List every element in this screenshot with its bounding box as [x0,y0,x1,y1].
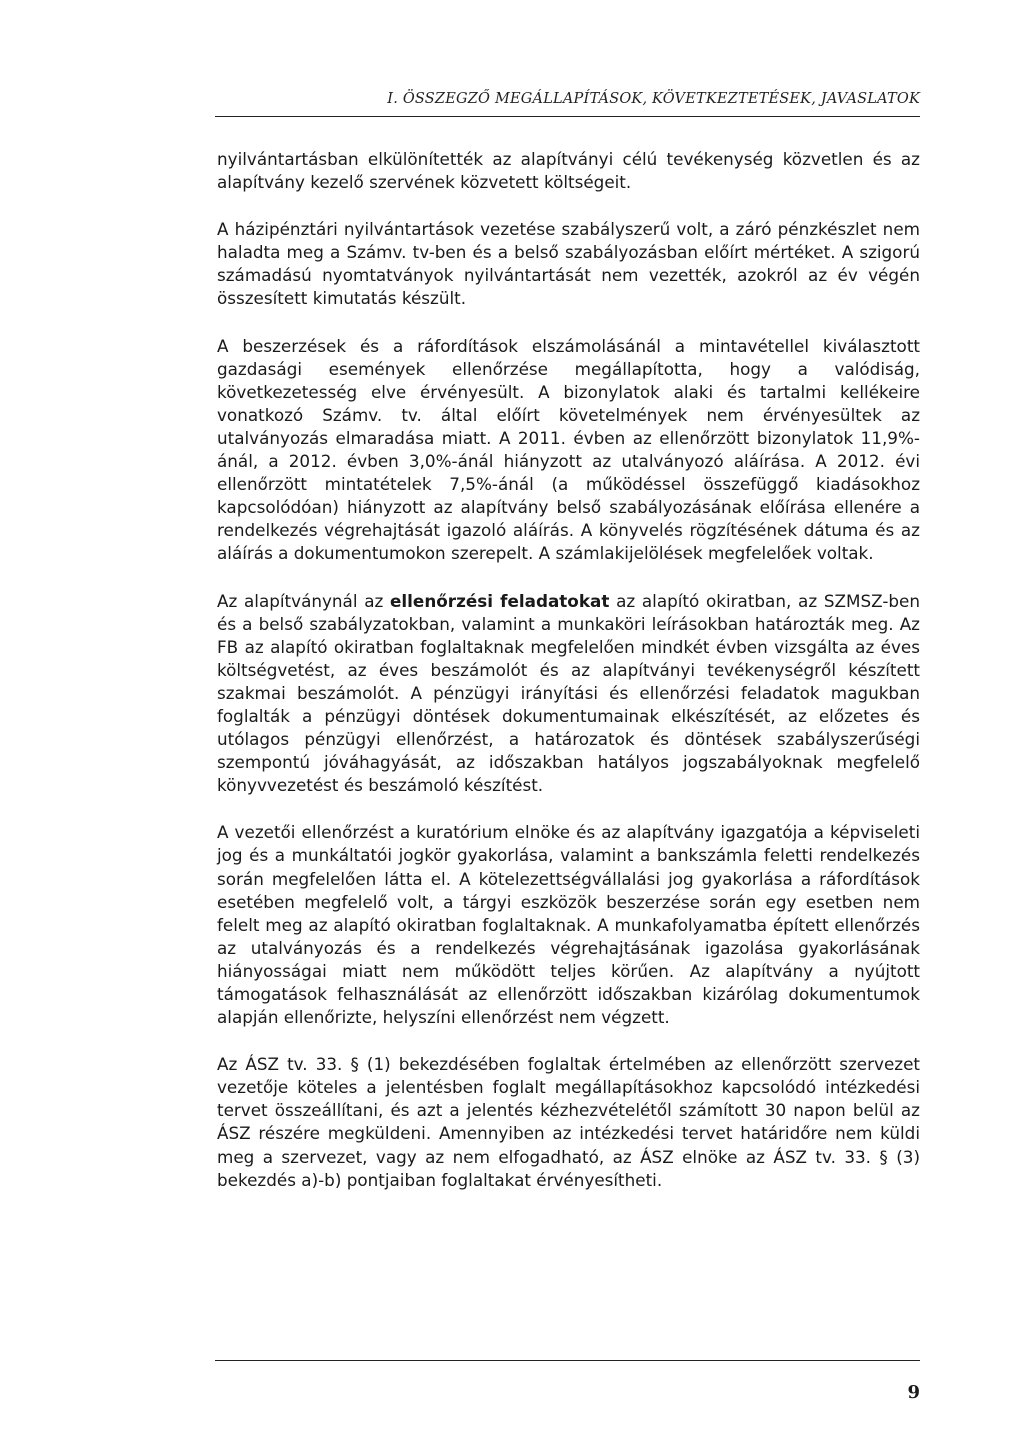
paragraph-4-rest: az alapító okiratban, az SZMSZ-ben és a belső szabályzatokban, valamint a munkaköri leírásokban határozták meg. Az FB az alapító okiratban foglaltaknak megfelelően mindkét évben vizsgálta az éves költségvetést, az éves beszámolót és az alapítványi tevékenységről készített szakmai beszámolót. A pénzügyi irányítási és ellenőrzési feladatok magukban foglalták a pénzügyi döntések dokumentumainak elkészítését, az előzetes és utólagos pénzügyi ellenőrzést, a határozatok és döntések szabályszerűségi szempontú jóváhagyását, az időszakban hatályos jogszabályoknak megfelelő könyvvezetést és beszámoló készítést. [217,590,920,796]
paragraph-6: Az ÁSZ tv. 33. § (1) bekezdésében foglaltak értelmében az ellenőrzött szervezet vezetője köteles a jelentésben foglalt megállapításokhoz kapcsolódó intézkedési tervet összeállítani, és azt a jelentés kézhezvételétől számított 30 napon belül az ÁSZ részére megküldeni. Amennyiben az intézkedési tervet határidőre nem küldi meg a szervezet, vagy az nem elfogadható, az ÁSZ elnöke az ÁSZ tv. 33. § (3) bekezdés a)-b) pontjaiban foglaltakat érvényesítheti. [217,1054,920,1190]
page-number: 9 [907,1382,920,1403]
paragraph-2: A házipénztári nyilvántartások vezetése szabályszerű volt, a záró pénzkészlet nem haladta meg a Számv. tv-ben és a belső szabályozásban előírt mértéket. A szigorú számadású nyomtatványok nyilvántartását nem vezették, azokról az év végén összesített kimutatás készült. [217,219,920,309]
paragraph-4 [217,590,920,798]
page-header [215,86,920,117]
paragraph-3: A beszerzések és a ráfordítások elszámolásánál a mintavétellel kiválasztott gazdasági események ellenőrzése megállapította, hogy a valódiság, következetesség elve érvényesült. A bizonylatok alaki és tartalmi kellékeire vonatkozó Számv. tv. által előírt követelmények nem érvényesültek az utalványozás elmaradása miatt. A 2011. évben az ellenőrzött bizonylatok 11,9%-ánál, a 2012. évben 3,0%-ánál hiányzott az utalványozó aláírása. A 2012. évi ellenőrzött mintatételek 7,5%-ánál (a működéssel összefüggő kiadásokhoz kapcsolódóan) hiányzott az alapítvány belső szabályozásának előírása ellenére a rendelkezés végrehajtását igazoló aláírás. A könyvelés rögzítésének dátuma és az aláírás a dokumentumokon szerepelt. A számlakijelölések megfelelőek voltak. [217,335,920,564]
running-title: I. ÖSSZEGZŐ MEGÁLLAPÍTÁSOK, KÖVETKEZTETÉSEK, JAVASLATOK [387,91,920,107]
paragraph-4-lead: Az alapítványnál az [217,590,391,611]
footer-divider [215,1360,920,1361]
paragraph-4-emphasis: ellenőrzési feladatokat [390,590,610,611]
body-text [217,148,920,1216]
paragraph-5: A vezetői ellenőrzést a kuratórium elnöke és az alapítvány igazgatója a képviseleti jog és a munkáltatói jogkör gyakorlása, valamint a bankszámla feletti rendelkezés során megfelelően látta el. A kötelezettségvállalási jog gyakorlása a ráfordítások esetében megfelelő volt, a tárgyi eszközök beszerzése során egy esetben nem felelt meg az alapító okiratban foglaltaknak. A munkafolyamatba épített ellenőrzés az utalványozás és a rendelkezés végrehajtásának igazolása gyakorlásának hiányosságai miatt nem működött teljes körűen. Az alapítvány a nyújtott támogatások felhasználását az ellenőrzött időszakban kizárólag dokumentumok alapján ellenőrizte, helyszíni ellenőrzést nem végzett. [217,822,920,1028]
paragraph-1: nyilvántartásban elkülönítették az alapítványi célú tevékenység közvetlen és az alapítvány kezelő szervének közvetett költségeit. [217,149,920,193]
